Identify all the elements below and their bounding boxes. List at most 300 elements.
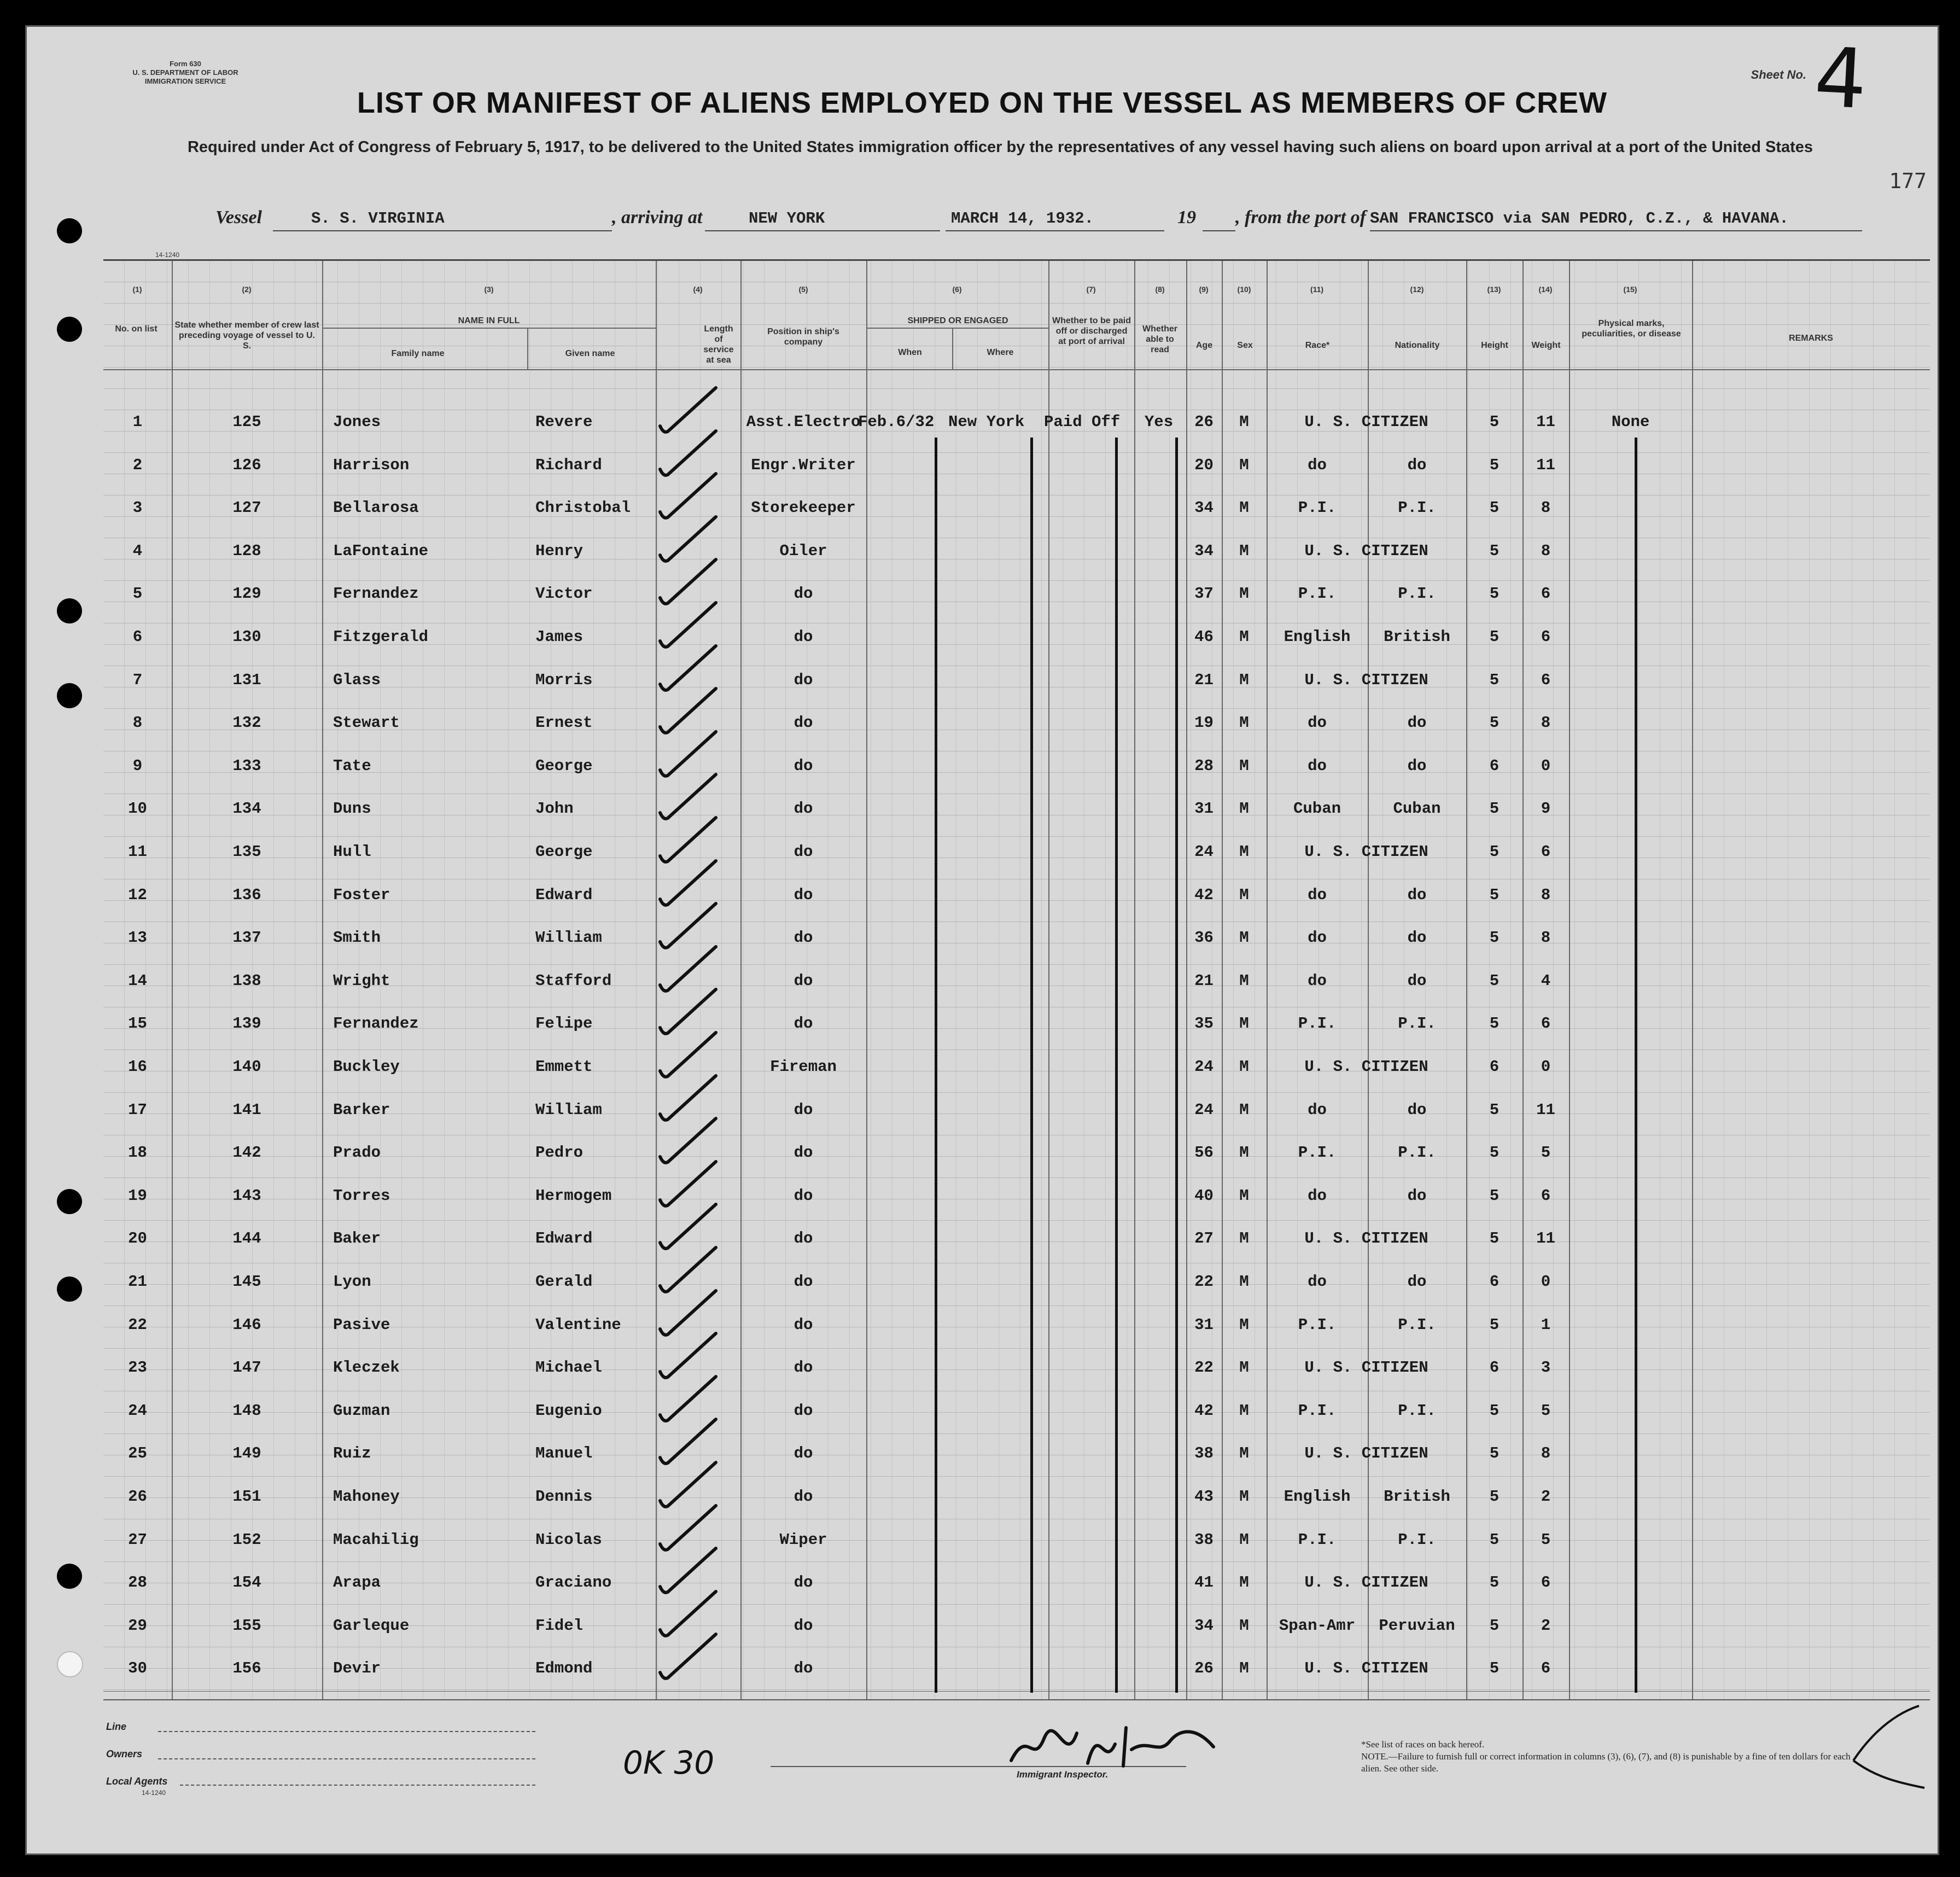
cell-position: do: [794, 1616, 813, 1635]
cell-position: do: [794, 929, 813, 947]
cell-sex: M: [1239, 499, 1249, 517]
punch-hole: [57, 683, 82, 708]
cell-age: 26: [1194, 1659, 1214, 1678]
cell-no: 16: [128, 1058, 147, 1076]
cell-no: 3: [132, 499, 143, 517]
cell-age: 27: [1194, 1229, 1214, 1248]
column-header-read: Whether able to read: [1142, 324, 1177, 354]
cell-weight: 4: [1541, 971, 1551, 990]
arrival-date: MARCH 14, 1932.: [951, 209, 1094, 228]
cell-race: English: [1284, 1488, 1351, 1506]
table-row: [103, 489, 1930, 532]
cell-state: 146: [232, 1315, 261, 1334]
cell-no: 12: [128, 885, 147, 904]
cell-position: do: [794, 1100, 813, 1119]
ditto-read: [1175, 438, 1178, 1693]
table-row: [103, 618, 1930, 661]
cell-sex: M: [1239, 756, 1249, 775]
cell-sex: M: [1239, 456, 1249, 474]
table-row: [103, 1177, 1930, 1220]
cell-position: do: [794, 1401, 813, 1420]
cell-sex: M: [1239, 585, 1249, 603]
cell-no: 29: [128, 1616, 147, 1635]
ditto-when: [935, 438, 937, 1693]
cell-sex: M: [1239, 413, 1249, 431]
column-number: (10): [1237, 285, 1251, 294]
cell-given: James: [535, 628, 584, 646]
cell-age: 34: [1194, 1616, 1214, 1635]
cell-family: Guzman: [333, 1401, 390, 1420]
column-number: (13): [1487, 285, 1501, 294]
cell-weight: 2: [1541, 1488, 1551, 1506]
cell-race: do: [1308, 971, 1327, 990]
cell-weight: 0: [1541, 756, 1551, 775]
column-number: (4): [693, 285, 703, 294]
cell-weight: 6: [1541, 671, 1551, 689]
cell-state: 143: [232, 1186, 261, 1205]
cell-weight: 2: [1541, 1616, 1551, 1635]
cell-no: 11: [128, 843, 147, 861]
cell-weight: 5: [1541, 1530, 1551, 1549]
cell-age: 42: [1194, 1401, 1214, 1420]
column-header-name: NAME IN FULL: [458, 316, 520, 325]
sheet-label: Sheet No.: [1751, 68, 1806, 81]
from-port-label: , from the port of: [1235, 207, 1366, 228]
table-row: [103, 1564, 1930, 1607]
cell-given: Dennis: [535, 1488, 593, 1506]
table-row: [103, 790, 1930, 833]
races-note: *See list of races on back hereof.: [1361, 1739, 1485, 1750]
cell-family: Barker: [333, 1100, 390, 1119]
cell-race: do: [1308, 456, 1327, 474]
cell-no: 20: [128, 1229, 147, 1248]
column-number: (9): [1199, 285, 1209, 294]
cell-where: New York: [948, 413, 1025, 431]
punch-hole: [57, 1564, 82, 1589]
cell-given: William: [535, 1100, 602, 1119]
cell-given: George: [535, 843, 593, 861]
cell-state: 125: [232, 413, 261, 431]
cell-height: 5: [1489, 885, 1500, 904]
table-row: [103, 919, 1930, 962]
cell-position: do: [794, 628, 813, 646]
cell-nationality: do: [1407, 885, 1427, 904]
table-row: [103, 1435, 1930, 1478]
cell-family: Wright: [333, 971, 390, 990]
cell-given: Pedro: [535, 1144, 584, 1162]
cell-given: Ernest: [535, 714, 593, 732]
cell-given: Edward: [535, 885, 593, 904]
footnote: [1361, 1739, 1853, 1775]
cell-race: U. S. CITIZEN: [1304, 1444, 1428, 1463]
column-header-where: Where: [987, 348, 1014, 357]
cell-age: 31: [1194, 1315, 1214, 1334]
cell-family: Fernandez: [333, 1015, 419, 1033]
cell-position: do: [794, 1488, 813, 1506]
cell-race: do: [1308, 714, 1327, 732]
year-label: 19: [1177, 207, 1196, 228]
cell-age: 38: [1194, 1530, 1214, 1549]
cell-state: 145: [232, 1273, 261, 1291]
cell-age: 22: [1194, 1273, 1214, 1291]
cell-sex: M: [1239, 541, 1249, 560]
cell-family: Pasive: [333, 1315, 390, 1334]
cell-sex: M: [1239, 885, 1249, 904]
cell-height: 5: [1489, 1659, 1500, 1678]
cell-race: P.I.: [1298, 1401, 1337, 1420]
department: U. S. DEPARTMENT OF LABOR: [132, 68, 238, 77]
cell-no: 30: [128, 1659, 147, 1678]
column-number: (11): [1310, 285, 1324, 294]
cell-sex: M: [1239, 1530, 1249, 1549]
cell-sex: M: [1239, 1015, 1249, 1033]
column-number: (2): [242, 285, 252, 294]
cell-nationality: do: [1407, 756, 1427, 775]
cell-given: Edward: [535, 1229, 593, 1248]
cell-race: U. S. CITIZEN: [1304, 1058, 1428, 1076]
table-row: [103, 1134, 1930, 1177]
cell-race: do: [1308, 929, 1327, 947]
cell-state: 132: [232, 714, 261, 732]
cell-position: do: [794, 714, 813, 732]
cell-height: 5: [1489, 1186, 1500, 1205]
cell-sex: M: [1239, 1229, 1249, 1248]
cell-given: William: [535, 929, 602, 947]
cell-family: Harrison: [333, 456, 410, 474]
cell-height: 5: [1489, 714, 1500, 732]
cell-age: 31: [1194, 800, 1214, 818]
cell-race: Cuban: [1293, 800, 1341, 818]
cell-sex: M: [1239, 929, 1249, 947]
cell-sex: M: [1239, 714, 1249, 732]
cell-nationality: P.I.: [1398, 585, 1436, 603]
cell-weight: 8: [1541, 714, 1551, 732]
cell-race: do: [1308, 885, 1327, 904]
cell-state: 129: [232, 585, 261, 603]
cell-family: Mahoney: [333, 1488, 400, 1506]
cell-race: U. S. CITIZEN: [1304, 413, 1428, 431]
cell-family: Jones: [333, 413, 381, 431]
cell-state: 126: [232, 456, 261, 474]
cell-state: 127: [232, 499, 261, 517]
cell-position: Oiler: [779, 541, 827, 560]
cell-nationality: do: [1407, 1273, 1427, 1291]
cell-weight: 6: [1541, 1659, 1551, 1678]
departure-port: SAN FRANCISCO via SAN PEDRO, C.Z., & HAVANA.: [1370, 209, 1789, 228]
cell-age: 43: [1194, 1488, 1214, 1506]
cell-position: Engr.Writer: [751, 456, 856, 474]
cell-position: do: [794, 1229, 813, 1248]
table-row: [103, 661, 1930, 704]
cell-weight: 3: [1541, 1359, 1551, 1377]
cell-sex: M: [1239, 1273, 1249, 1291]
cell-given: Stafford: [535, 971, 612, 990]
column-number: (15): [1623, 285, 1637, 294]
punch-hole: [57, 218, 82, 243]
table-row: [103, 833, 1930, 876]
cell-sex: M: [1239, 1616, 1249, 1635]
cell-sex: M: [1239, 1144, 1249, 1162]
cell-family: Baker: [333, 1229, 381, 1248]
cell-position: do: [794, 585, 813, 603]
handwritten-total: 0K 30: [623, 1744, 715, 1781]
cell-state: 131: [232, 671, 261, 689]
cell-weight: 8: [1541, 541, 1551, 560]
cell-weight: 8: [1541, 885, 1551, 904]
cell-no: 4: [132, 541, 143, 560]
arriving-label: , arriving at: [612, 207, 703, 228]
cell-state: 147: [232, 1359, 261, 1377]
column-number: (8): [1155, 285, 1165, 294]
cell-nationality: Cuban: [1393, 800, 1441, 818]
cell-age: 26: [1194, 413, 1214, 431]
column-header-sex: Sex: [1237, 341, 1253, 350]
cell-sex: M: [1239, 1401, 1249, 1420]
cell-state: 133: [232, 756, 261, 775]
cell-position: do: [794, 1315, 813, 1334]
cell-age: 34: [1194, 499, 1214, 517]
inspector-signature: [1006, 1717, 1235, 1777]
cell-age: 40: [1194, 1186, 1214, 1205]
column-number: (14): [1538, 285, 1553, 294]
cell-weight: 11: [1536, 1229, 1555, 1248]
cell-height: 5: [1489, 971, 1500, 990]
cell-height: 5: [1489, 541, 1500, 560]
cell-state: 135: [232, 843, 261, 861]
check-mark: [650, 1628, 727, 1688]
cell-position: Storekeeper: [751, 499, 856, 517]
cell-given: Michael: [535, 1359, 602, 1377]
table-row: [103, 1306, 1930, 1349]
cell-family: Lyon: [333, 1273, 371, 1291]
cell-no: 28: [128, 1573, 147, 1592]
cell-weight: 0: [1541, 1058, 1551, 1076]
cell-sex: M: [1239, 971, 1249, 990]
cell-height: 5: [1489, 585, 1500, 603]
cell-age: 41: [1194, 1573, 1214, 1592]
column-header-no: No. on list: [115, 324, 158, 334]
cell-age: 21: [1194, 671, 1214, 689]
cell-weight: 8: [1541, 499, 1551, 517]
table-row: [103, 1005, 1930, 1048]
table-row: [103, 1478, 1930, 1521]
cell-family: Foster: [333, 885, 390, 904]
cell-state: 128: [232, 541, 261, 560]
cell-physical: None: [1611, 413, 1650, 431]
cell-weight: 11: [1536, 1100, 1555, 1119]
cell-nationality: do: [1407, 714, 1427, 732]
cell-state: 156: [232, 1659, 261, 1678]
ditto-where: [1030, 438, 1033, 1693]
cell-position: do: [794, 756, 813, 775]
cell-state: 142: [232, 1144, 261, 1162]
cell-family: Torres: [333, 1186, 390, 1205]
cell-given: Eugenio: [535, 1401, 602, 1420]
punch-hole: [57, 317, 82, 342]
table-row: [103, 1048, 1930, 1091]
cell-race: U. S. CITIZEN: [1304, 1359, 1428, 1377]
cell-age: 22: [1194, 1359, 1214, 1377]
cell-no: 10: [128, 800, 147, 818]
cell-weight: 1: [1541, 1315, 1551, 1334]
cell-sex: M: [1239, 1315, 1249, 1334]
column-header-physical: Physical marks, peculiarities, or disease: [1582, 319, 1681, 339]
cell-sex: M: [1239, 1359, 1249, 1377]
cell-race: P.I.: [1298, 585, 1337, 603]
page-subtitle: Required under Act of Congress of February 5, 1917, to be delivered to the United States immigration officer by the representatives of any vessel having such aliens on board upon arrival at a port of the United States: [187, 138, 1813, 156]
cell-weight: 6: [1541, 1186, 1551, 1205]
table-row: [103, 403, 1930, 446]
form-number: Form 630: [170, 60, 201, 68]
cell-state: 144: [232, 1229, 261, 1248]
cell-given: Emmett: [535, 1058, 593, 1076]
cell-weight: 6: [1541, 843, 1551, 861]
cell-age: 35: [1194, 1015, 1214, 1033]
penalty-note: NOTE.—Failure to furnish full or correct information in columns (3), (6), (7), and (8) is punishable by a fine of ten dollars for each alien. See other side.: [1361, 1751, 1851, 1774]
cell-height: 6: [1489, 756, 1500, 775]
cell-paid: Paid Off: [1044, 413, 1121, 431]
column-header-weight: Weight: [1531, 341, 1561, 350]
cell-position: do: [794, 671, 813, 689]
cell-no: 26: [128, 1488, 147, 1506]
cell-position: do: [794, 885, 813, 904]
cell-race: do: [1308, 1273, 1327, 1291]
cell-age: 46: [1194, 628, 1214, 646]
cell-race: do: [1308, 1100, 1327, 1119]
cell-nationality: P.I.: [1398, 1401, 1436, 1420]
cell-no: 27: [128, 1530, 147, 1549]
cell-given: Gerald: [535, 1273, 593, 1291]
cell-position: do: [794, 1659, 813, 1678]
cell-no: 8: [132, 714, 143, 732]
vessel-name: S. S. VIRGINIA: [311, 209, 445, 228]
column-header-position: Position in ship's company: [767, 327, 839, 347]
cell-height: 6: [1489, 1359, 1500, 1377]
cell-height: 5: [1489, 1144, 1500, 1162]
cell-sex: M: [1239, 1186, 1249, 1205]
cell-weight: 8: [1541, 929, 1551, 947]
cell-state: 154: [232, 1573, 261, 1592]
cell-height: 5: [1489, 1100, 1500, 1119]
cell-age: 38: [1194, 1444, 1214, 1463]
table-row: [103, 446, 1930, 489]
form-identifier: [103, 60, 267, 86]
punch-hole: [57, 1651, 83, 1677]
cell-given: Manuel: [535, 1444, 593, 1463]
cell-given: Graciano: [535, 1573, 612, 1592]
service: IMMIGRATION SERVICE: [144, 77, 226, 85]
cell-position: do: [794, 1444, 813, 1463]
cell-given: Nicolas: [535, 1530, 602, 1549]
cell-race: P.I.: [1298, 1144, 1337, 1162]
cell-height: 5: [1489, 1315, 1500, 1334]
cell-position: do: [794, 1573, 813, 1592]
column-header-service: Length of service at sea: [703, 324, 734, 365]
cell-age: 19: [1194, 714, 1214, 732]
cell-family: Arapa: [333, 1573, 381, 1592]
cell-no: 7: [132, 671, 143, 689]
cell-no: 15: [128, 1015, 147, 1033]
cell-given: Christobal: [535, 499, 631, 517]
cell-family: Devir: [333, 1659, 381, 1678]
cell-race: P.I.: [1298, 1315, 1337, 1334]
table-row: [103, 1392, 1930, 1435]
cell-nationality: P.I.: [1398, 1315, 1436, 1334]
cell-race: do: [1308, 1186, 1327, 1205]
cell-weight: 0: [1541, 1273, 1551, 1291]
cell-family: Prado: [333, 1144, 381, 1162]
form-code: 14-1240: [155, 251, 180, 259]
cell-given: John: [535, 800, 574, 818]
cell-no: 9: [132, 756, 143, 775]
cell-weight: 6: [1541, 585, 1551, 603]
cell-no: 1: [132, 413, 143, 431]
cell-height: 5: [1489, 1401, 1500, 1420]
cell-family: Stewart: [333, 714, 400, 732]
cell-sex: M: [1239, 1058, 1249, 1076]
cell-age: 28: [1194, 756, 1214, 775]
cell-sex: M: [1239, 1659, 1249, 1678]
cell-weight: 5: [1541, 1144, 1551, 1162]
cell-race: U. S. CITIZEN: [1304, 1659, 1428, 1678]
cell-age: 37: [1194, 585, 1214, 603]
cell-nationality: P.I.: [1398, 1015, 1436, 1033]
cell-given: Hermogem: [535, 1186, 612, 1205]
cell-race: P.I.: [1298, 1530, 1337, 1549]
cell-nationality: P.I.: [1398, 1144, 1436, 1162]
cell-height: 5: [1489, 1229, 1500, 1248]
cell-no: 5: [132, 585, 143, 603]
cell-weight: 6: [1541, 1015, 1551, 1033]
cell-height: 5: [1489, 499, 1500, 517]
cell-height: 5: [1489, 1015, 1500, 1033]
cell-given: Revere: [535, 413, 593, 431]
cell-no: 22: [128, 1315, 147, 1334]
cell-age: 36: [1194, 929, 1214, 947]
cell-state: 155: [232, 1616, 261, 1635]
column-header-age: Age: [1195, 341, 1213, 350]
page-title: LIST OR MANIFEST OF ALIENS EMPLOYED ON THE VESSEL AS MEMBERS OF CREW: [357, 86, 1608, 119]
table-row: [103, 962, 1930, 1005]
cell-height: 5: [1489, 1530, 1500, 1549]
table-row: [103, 1091, 1930, 1134]
cell-sex: M: [1239, 628, 1249, 646]
cell-family: Glass: [333, 671, 381, 689]
cell-height: 5: [1489, 456, 1500, 474]
cell-sex: M: [1239, 1488, 1249, 1506]
table-row: [103, 747, 1930, 790]
cell-nationality: do: [1407, 456, 1427, 474]
column-number: (7): [1086, 285, 1096, 294]
cell-nationality: British: [1384, 628, 1450, 646]
cell-no: 13: [128, 929, 147, 947]
cell-no: 17: [128, 1100, 147, 1119]
cell-family: Kleczek: [333, 1359, 400, 1377]
column-header-given: Given name: [565, 349, 615, 358]
table-row: [103, 1349, 1930, 1392]
cell-read: Yes: [1144, 413, 1174, 431]
cell-no: 25: [128, 1444, 147, 1463]
cell-family: Ruiz: [333, 1444, 371, 1463]
cell-family: Hull: [333, 843, 371, 861]
cell-race: P.I.: [1298, 499, 1337, 517]
cell-weight: 6: [1541, 1573, 1551, 1592]
column-header-family: Family name: [391, 349, 445, 358]
column-header-state: State whether member of crew last preceding voyage of vessel to U. S.: [174, 320, 319, 351]
cell-family: Duns: [333, 800, 371, 818]
cell-height: 5: [1489, 843, 1500, 861]
cell-height: 6: [1489, 1273, 1500, 1291]
